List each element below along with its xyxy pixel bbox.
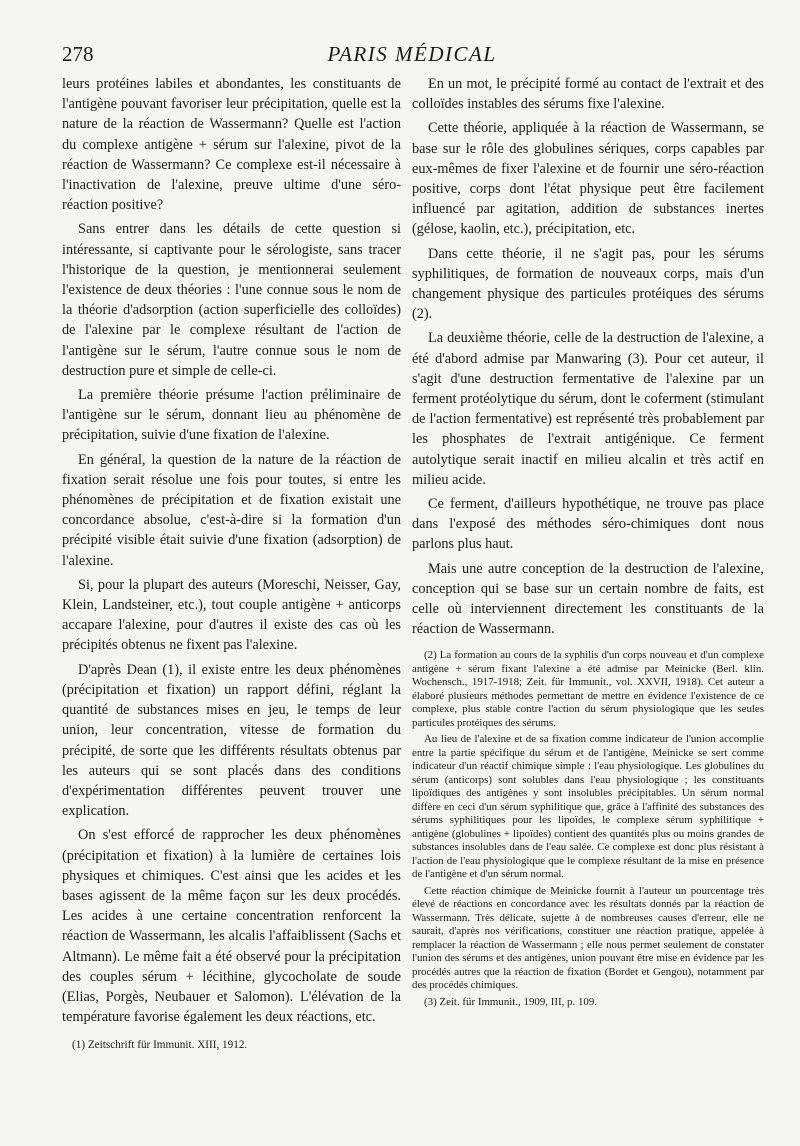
page-number: 278 — [62, 42, 94, 66]
running-title: PARIS MÉDICAL — [327, 42, 497, 66]
footnotes — [412, 649, 764, 1009]
body-paragraph: leurs protéines labiles et abondantes, les constituants de l'antigène pouvant favoriser leur précipitation, quelle est la nature de la réaction de Wassermann? Quelle est l'action du complexe antigène + sérum sur l'alexine, pivot de la réaction de Wassermann? Ce complexe est-il nécessaire à l'inactivation de l'alexine, preuve ultime d'une séro-réaction positive? — [62, 76, 401, 214]
body-paragraph: La première théorie présume l'action préliminaire de l'antigène sur le sérum, donnant lieu au phénomène de précipitation, suivie d'une fixation de l'alexine. — [62, 387, 401, 444]
body-paragraph: Cette théorie, appliquée à la réaction de Wassermann, se base sur le rôle des globulines sériques, corps capables par eux-mêmes de fixer l'alexine et de fournir une séro-réaction positive, corps dont l'état physique peut être facilement influencé par agitation, addition de substances inertes (gélose, kaolin, etc.), précipitation, etc. — [412, 120, 764, 238]
body-paragraph: Dans cette théorie, il ne s'agit pas, pour les sérums syphilitiques, de formation de nouveaux corps, mais d'un changement physique des particules protéiques des sérums (2). — [412, 245, 764, 323]
body-paragraph: Mais une autre conception de la destruction de l'alexine, conception qui se base sur un certain nombre de faits, est celle où interviennent directement les constituants de la réaction de Wassermann. — [412, 560, 764, 638]
body-paragraph: On s'est efforcé de rapprocher les deux phénomènes (précipitation et fixation) à la lumière de certaines lois physiques et chimiques. C'est ainsi que les acides et les bases agissent de la même façon sur les deux procédés. Les acides à une certaine concentration renforcent la réaction de Wassermann, les alcalis l'affaiblissent (Sachs et Altmann). Le même fait a été observé pour la précipitation des couples sérum + lécithine, glycocholate de soude (Elias, Porgès, Neubauer et Salomon). L'élévation de la température favorise également les deux réactions, etc. — [62, 827, 401, 1026]
body-paragraph: Sans entrer dans les détails de cette question si intéressante, si captivante pour le sérologiste, sans tracer l'historique de la question, je mentionnerai seulement l'existence de deux théories : l'une connue sous le nom de la théorie d'adsorption (action superficielle des colloïdes) de l'alexine par le complexe résultant de l'action de l'antigène sur le sérum, l'autre connue sous le nom de destruction pure et simple de celle-ci. — [62, 221, 401, 379]
body-paragraph: La deuxième théorie, celle de la destruction de l'alexine, a été d'abord admise par Manwaring (3). Pour cet auteur, il s'agit d'une destruction fermentative de l'alexine par un ferment protéolytique du sérum, dont le coferment (stimulant de l'action fermentative) est représenté très probablement par les phosphates de l'extrait antigénique. Ce ferment autolytique serait inactif en milieu alcalin et très actif en milieu acide. — [412, 330, 764, 488]
body-paragraph: Si, pour la plupart des auteurs (Moreschi, Neisser, Gay, Klein, Landsteiner, etc.), tout couple antigène + anticorps accapare l'alexine, pour d'autres il existe des cas où les précipités obtenus ne fixent pas l'alexine. — [62, 576, 401, 654]
body-paragraph: Ce ferment, d'ailleurs hypothétique, ne trouve pas place dans l'exposé des méthodes séro-chimiques dont nous parlons plus haut. — [412, 496, 764, 553]
body-paragraph: En général, la question de la nature de la réaction de fixation serait résolue une fois pour toutes, si entre les phénomènes de précipitation et de fixation existait une concordance absolue, c'est-à-dire si la formation d'un précipité visible était suivie d'une fixation (adsorption) de l'alexine. — [62, 451, 401, 569]
footnote-2-continued: Au lieu de l'alexine et de sa fixation comme indicateur de l'union accomplie entre la partie spécifique du sérum et de l'antigène, Meinicke se sert comme indicateur d'un réactif chimique simple : l'eau physiologique. Les globulines du sérum (anticorps) sont solubles dans l'eau physiologique ; les constituants lipoïdiques des antigènes y sont insolubles précipitables. Un sérum normal diffère en ceci d'un sérum syphilitique que, grâce à l'affinité des substances des sérums syphilitiques pour les lipoïdes, le complexe sérum syphilitique + antigène (globulines + lipoïdes) contient des quantités plus ou moins grandes de substances insolubles dans de l'eau salée. Ce complexe est donc plus résistant à l'action de l'eau physiologique que le complexe résultant de la mise en présence de l'antigène et d'un sérum normal. — [412, 733, 764, 881]
footnote-3: (3) Zeit. für Immunit., 1909, III, p. 109. — [424, 995, 598, 1008]
left-column — [62, 74, 401, 1031]
page-header — [62, 42, 762, 72]
body-paragraph: D'après Dean (1), il existe entre les deux phénomènes (précipitation et fixation) un rapport défini, réglant la quantité de substances mises en jeu, le temps de leur union, leur concentration, vitesse de formation du précipité, de sorte que les différents résultats obtenus par les auteurs qui se sont placés dans des conditions d'expérimentation différentes peuvent trouver une explication. — [62, 661, 401, 820]
right-column — [412, 74, 764, 1009]
footnote-1: (1) Zeitschrift für Immunit. XIII, 1912. — [72, 1039, 248, 1051]
footnote-2-continued: Cette réaction chimique de Meinicke fournit à l'auteur un pourcentage très élevé de réactions en concordance avec les résultats donnés par la réaction de Wassermann. Très délicate, sujette à de nombreuses causes d'erreur, elle ne saurait, d'après nos vérifications, constituer une réaction pratique, appelée à remplacer la réaction de Wassermann ; elle nous permet seulement de constater l'union des sérums et des antigènes, union pouvant être mise en évidence par les procédés autres que la réaction de fixation (Bordet et Gengou), notamment par des procédés chimiques. — [412, 884, 764, 992]
footnote-2: (2) La formation au cours de la syphilis d'un corps nouveau et d'un complexe antigène + sérum fixant l'alexine a été admise par Meinicke (Berl. klin. Wochensch., 1917-1918; Zeit. für Immunit., vol. XXVII, 1918). Cet auteur a élaboré plusieurs méthodes permettant de mettre en évidence l'existence de ce complexe, plus stable contre l'action du sérum physiologique que les seules particules protéiques des sérums. — [412, 649, 764, 729]
body-paragraph: En un mot, le précipité formé au contact de l'extrait et des colloïdes instables des sérums fixe l'alexine. — [412, 76, 764, 113]
